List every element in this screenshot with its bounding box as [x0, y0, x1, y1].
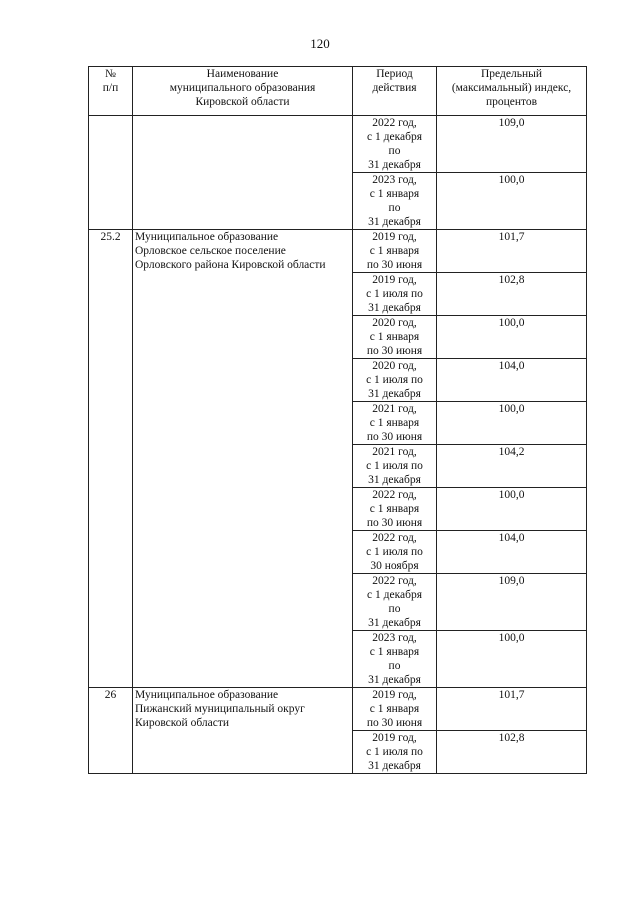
municipality-name	[133, 116, 353, 230]
period-line: с 1 июля по	[366, 546, 423, 558]
period-cell	[353, 688, 437, 731]
tariff-index-table	[88, 66, 587, 774]
municipality-name-line: Орловского района Кировской области	[135, 259, 326, 271]
period-line: 31 декабря	[368, 159, 421, 171]
period-line: с 1 июля по	[366, 460, 423, 472]
period-line: 2022 год,	[372, 532, 417, 544]
table-header-row	[89, 67, 587, 116]
index-value: 104,0	[437, 359, 587, 402]
row-number	[89, 116, 133, 230]
period-line: по	[388, 202, 401, 214]
header-num: № п/п	[89, 67, 133, 116]
table-row	[89, 688, 587, 731]
row-number: 26	[89, 688, 133, 774]
municipality-name-line: Пижанский муниципальный округ	[135, 703, 305, 715]
period-cell	[353, 316, 437, 359]
period-line: 2022 год,	[372, 489, 417, 501]
period-cell	[353, 116, 437, 173]
period-cell	[353, 402, 437, 445]
period-line: 31 декабря	[368, 674, 421, 686]
period-line: 31 декабря	[368, 474, 421, 486]
period-line: 2019 год,	[372, 689, 417, 701]
table-body	[89, 116, 587, 774]
index-value: 100,0	[437, 402, 587, 445]
index-value: 100,0	[437, 316, 587, 359]
period-line: 2019 год,	[372, 274, 417, 286]
table-row	[89, 230, 587, 273]
period-line: 31 декабря	[368, 617, 421, 629]
period-line: с 1 января	[369, 417, 420, 429]
period-line: с 1 января	[369, 331, 420, 343]
period-line: с 1 января	[369, 646, 420, 658]
period-line: 2021 год,	[372, 446, 417, 458]
header-index: Предельный (максимальный) индекс, процентов	[437, 67, 587, 116]
period-line: с 1 июля по	[366, 288, 423, 300]
period-line: 31 декабря	[368, 388, 421, 400]
period-line: по 30 июня	[366, 345, 423, 357]
index-value: 109,0	[437, 574, 587, 631]
index-value: 100,0	[437, 173, 587, 230]
period-cell	[353, 173, 437, 230]
period-line: с 1 июля по	[366, 746, 423, 758]
period-line: 2023 год,	[372, 174, 417, 186]
period-cell	[353, 230, 437, 273]
period-cell	[353, 488, 437, 531]
period-line: 30 ноября	[370, 560, 419, 572]
period-line: с 1 декабря	[367, 589, 422, 601]
period-line: 31 декабря	[368, 302, 421, 314]
period-line: по	[388, 145, 401, 157]
period-line: с 1 июля по	[366, 374, 423, 386]
period-cell	[353, 531, 437, 574]
period-cell	[353, 445, 437, 488]
period-cell	[353, 574, 437, 631]
period-line: с 1 января	[369, 503, 420, 515]
period-cell	[353, 273, 437, 316]
period-line: 31 декабря	[368, 760, 421, 772]
index-value: 102,8	[437, 273, 587, 316]
period-cell	[353, 359, 437, 402]
period-cell	[353, 731, 437, 774]
index-value: 104,2	[437, 445, 587, 488]
period-line: по 30 июня	[366, 259, 423, 271]
table-row	[89, 116, 587, 173]
period-line: 31 декабря	[368, 216, 421, 228]
municipality-name-line: Муниципальное образование	[135, 231, 279, 243]
period-line: с 1 января	[369, 245, 420, 257]
index-value: 104,0	[437, 531, 587, 574]
header-period: Период действия	[353, 67, 437, 116]
period-line: по 30 июня	[366, 431, 423, 443]
index-value: 102,8	[437, 731, 587, 774]
municipality-name-line: Муниципальное образование	[135, 689, 279, 701]
municipality-name-line: Кировской области	[135, 717, 230, 729]
index-value: 100,0	[437, 631, 587, 688]
page-number: 120	[310, 36, 330, 51]
period-line: с 1 января	[369, 703, 420, 715]
period-line: по 30 июня	[366, 717, 423, 729]
municipality-name-line: Орловское сельское поселение	[135, 245, 286, 257]
period-line: по	[388, 603, 401, 615]
row-number: 25.2	[89, 230, 133, 688]
index-value: 101,7	[437, 230, 587, 273]
period-line: 2023 год,	[372, 632, 417, 644]
municipality-name	[133, 230, 353, 688]
period-line: по	[388, 660, 401, 672]
municipality-name	[133, 688, 353, 774]
index-value: 101,7	[437, 688, 587, 731]
period-line: 2019 год,	[372, 231, 417, 243]
period-line: 2020 год,	[372, 317, 417, 329]
header-name: Наименование муниципального образования Кировской области	[133, 67, 353, 116]
period-line: с 1 января	[369, 188, 420, 200]
index-value: 109,0	[437, 116, 587, 173]
period-line: 2019 год,	[372, 732, 417, 744]
period-line: 2021 год,	[372, 403, 417, 415]
period-line: 2022 год,	[372, 575, 417, 587]
period-line: 2020 год,	[372, 360, 417, 372]
period-line: 2022 год,	[372, 117, 417, 129]
period-line: по 30 июня	[366, 517, 423, 529]
period-line: с 1 декабря	[367, 131, 422, 143]
index-value: 100,0	[437, 488, 587, 531]
period-cell	[353, 631, 437, 688]
